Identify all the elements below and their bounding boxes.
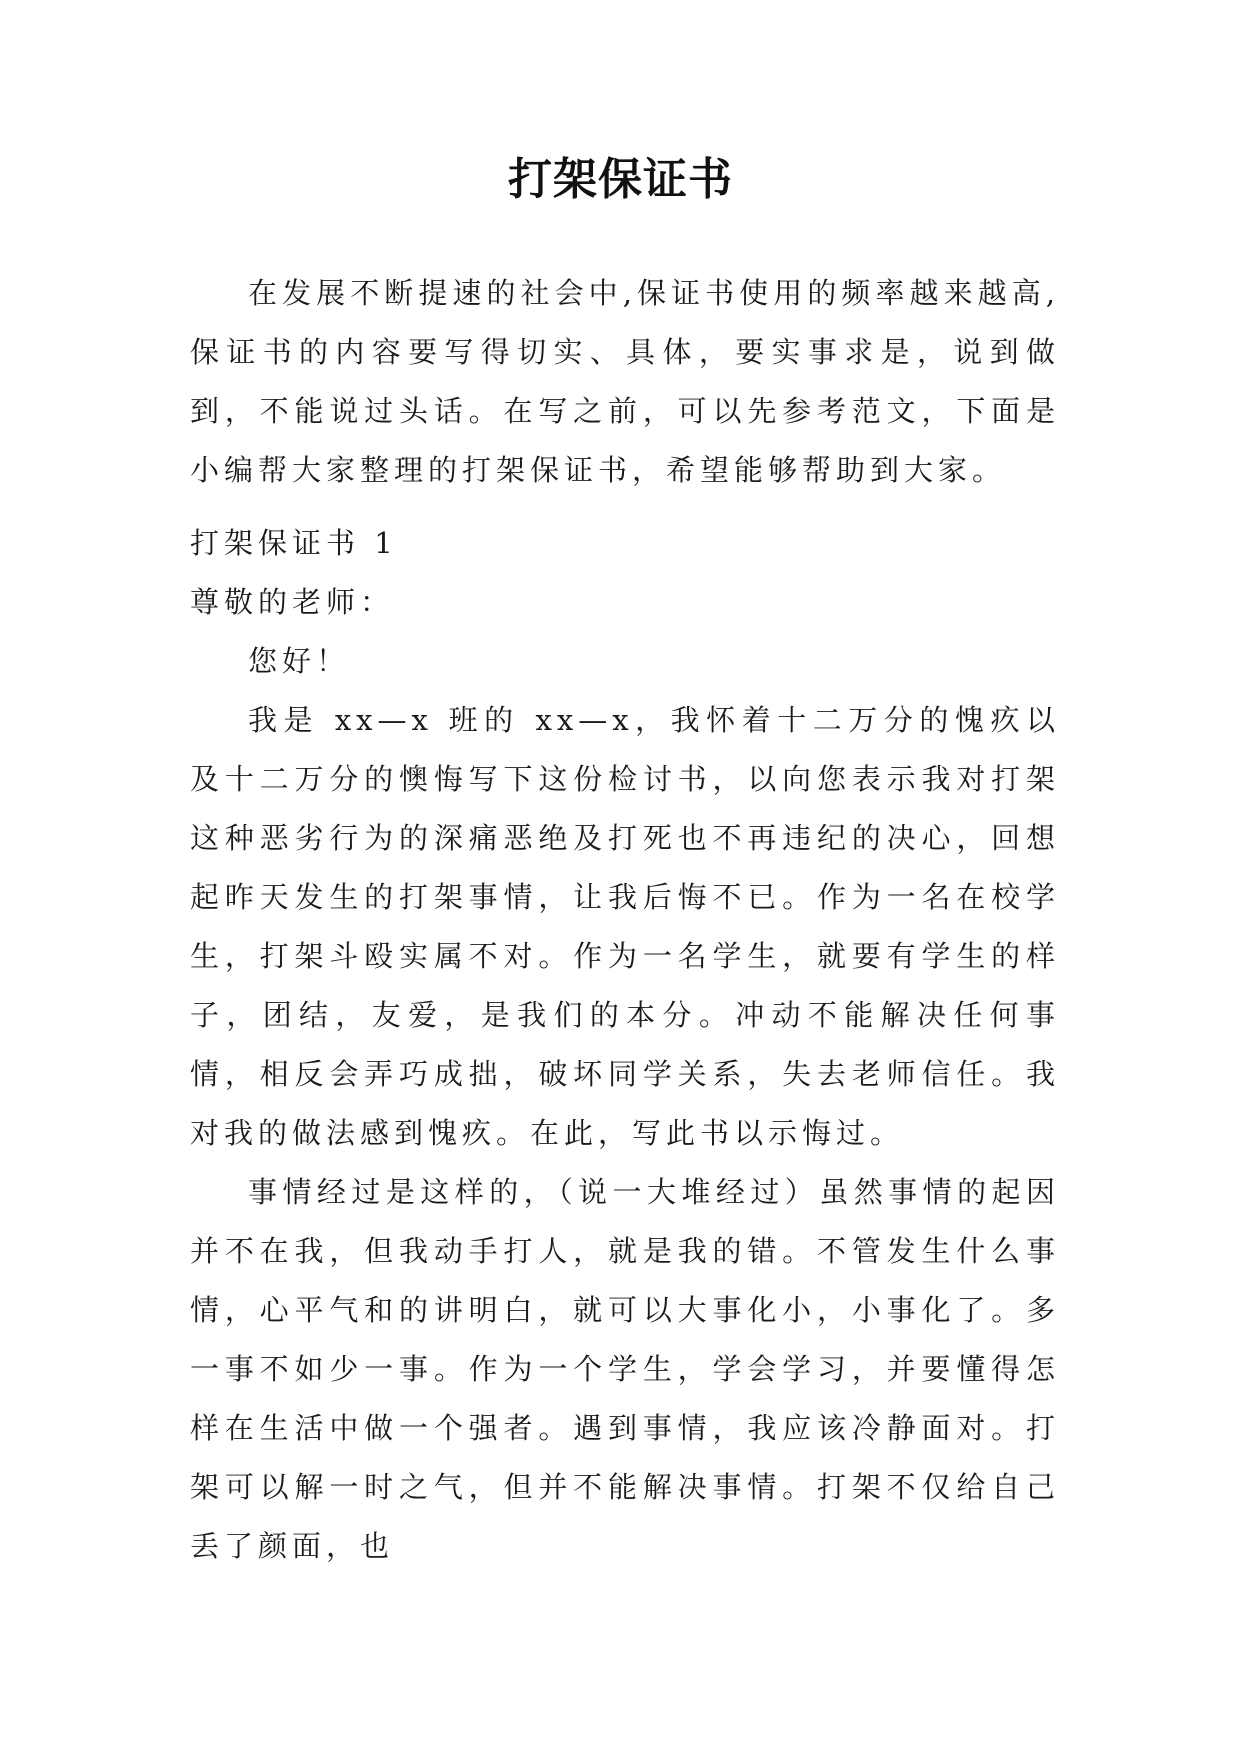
letter-paragraph-2: 事情经过是这样的，（说一大堆经过）虽然事情的起因并不在我，但我动手打人，就是我的错。不管发生什么事情，心平气和的讲明白，就可以大事化小，小事化了。多一事不如少一事。作为一个学生，学会学习，并要懂得怎样在生活中做一个强者。遇到事情，我应该冷静面对。打架可以解一时之气，但并不能解决事情。打架不仅给自己丢了颜面，也 <box>190 1175 1060 1563</box>
letter-paragraph-1: 我是 xx—x 班的 xx—x，我怀着十二万分的愧疚以及十二万分的懊悔写下这份检讨书，以向您表示我对打架这种恶劣行为的深痛恶绝及打死也不再违纪的决心，回想起昨天发生的打架事情，让我后悔不已。作为一名在校学生，打架斗殴实属不对。作为一名学生，就要有学生的样子，团结，友爱，是我们的本分。冲动不能解决任何事情，相反会弄巧成拙，破坏同学关系，失去老师信任。我对我的做法感到愧疚。在此，写此书以示悔过。 <box>190 703 1060 1150</box>
letter-block <box>190 514 1060 1576</box>
section-heading: 打架保证书 1 <box>190 526 398 560</box>
intro-block <box>190 264 1060 500</box>
document-title: 打架保证书 <box>508 154 733 205</box>
salutation: 尊敬的老师： <box>190 585 395 619</box>
greeting: 您好！ <box>248 644 351 678</box>
intro-paragraph: 在发展不断提速的社会中,保证书使用的频率越来越高,保证书的内容要写得切实、具体，要实事求是，说到做到，不能说过头话。在写之前，可以先参考范文，下面是小编帮大家整理的打架保证书，希望能够帮助到大家。 <box>190 276 1060 487</box>
